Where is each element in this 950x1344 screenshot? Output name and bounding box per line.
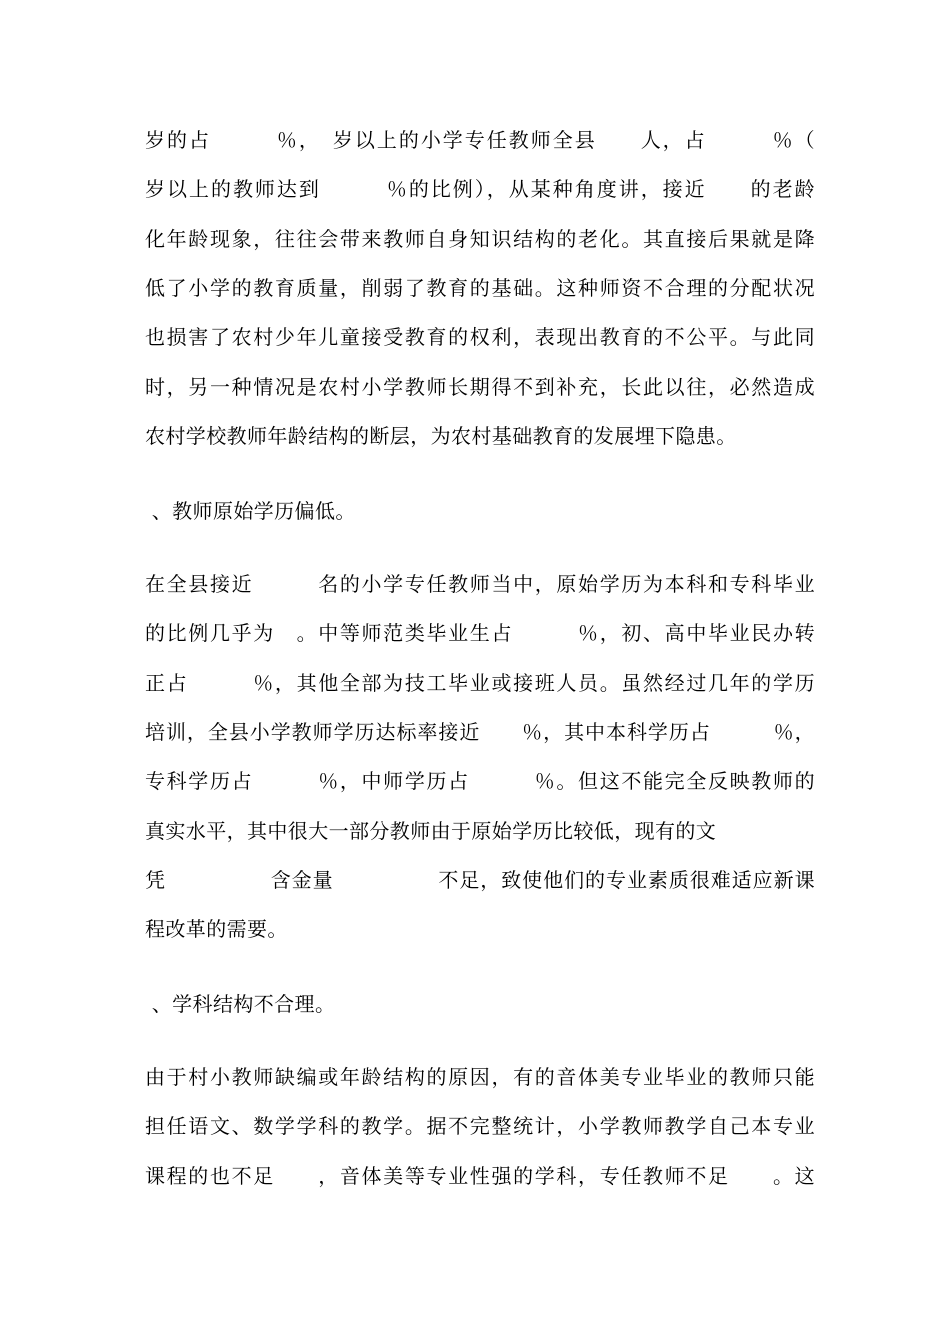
paragraph-1-line-4: 低了小学的教育质量，削弱了教育的基础。这种师资不合理的分配状况 — [145, 276, 815, 300]
paragraph-1-line-7: 农村学校教师年龄结构的断层，为农村基础教育的发展埋下隐患。 — [145, 424, 737, 448]
paragraph-1-line-5: 也损害了农村少年儿童接受教育的权利，表现出教育的不公平。与此同 — [145, 325, 815, 349]
paragraph-2-line-4: 培训，全县小学教师学历达标率接近 ％，其中本科学历占 ％， — [145, 720, 815, 744]
paragraph-2-line-5: 专科学历占 ％，中师学历占 ％。但这不能完全反映教师的 — [145, 769, 815, 793]
paragraph-1-line-1: 岁的占 ％， 岁以上的小学专任教师全县 人，占 ％（ — [145, 128, 815, 152]
paragraph-2-line-8: 程改革的需要。 — [145, 917, 288, 941]
paragraph-1-line-6: 时，另一种情况是农村小学教师长期得不到补充，长此以往，必然造成 — [145, 375, 815, 399]
paragraph-2-line-2: 的比例几乎为 。中等师范类毕业生占 ％，初、高中毕业民办转 — [145, 621, 815, 645]
paragraph-3-line-2: 担任语文、数学学科的教学。据不完整统计，小学教师教学自己本专业 — [145, 1114, 815, 1138]
paragraph-2-line-3: 正占 ％，其他全部为技工毕业或接班人员。虽然经过几年的学历 — [145, 671, 815, 695]
paragraph-3-line-3: 课程的也不足 ，音体美等专业性强的学科，专任教师不足 。这 — [145, 1164, 815, 1188]
paragraph-2-line-7: 凭 含金量 不足，致使他们的专业素质很难适应新课 — [145, 868, 815, 892]
paragraph-2-line-1: 在全县接近 名的小学专任教师当中，原始学历为本科和专科毕业 — [145, 572, 815, 596]
paragraph-1-line-2: 岁以上的教师达到 ％的比例），从某种角度讲，接近 的老龄 — [145, 177, 815, 201]
paragraph-1-line-3: 化年龄现象，往往会带来教师自身知识结构的老化。其直接后果就是降 — [145, 227, 815, 251]
section-heading-3: 、学科结构不合理。 — [145, 992, 336, 1016]
paragraph-3-line-1: 由于村小教师缺编或年龄结构的原因，有的音体美专业毕业的教师只能 — [145, 1065, 815, 1089]
paragraph-2-line-6: 真实水平，其中很大一部分教师由于原始学历比较低，现有的文 — [145, 819, 717, 843]
section-heading-2: 、教师原始学历偏低。 — [145, 499, 356, 523]
